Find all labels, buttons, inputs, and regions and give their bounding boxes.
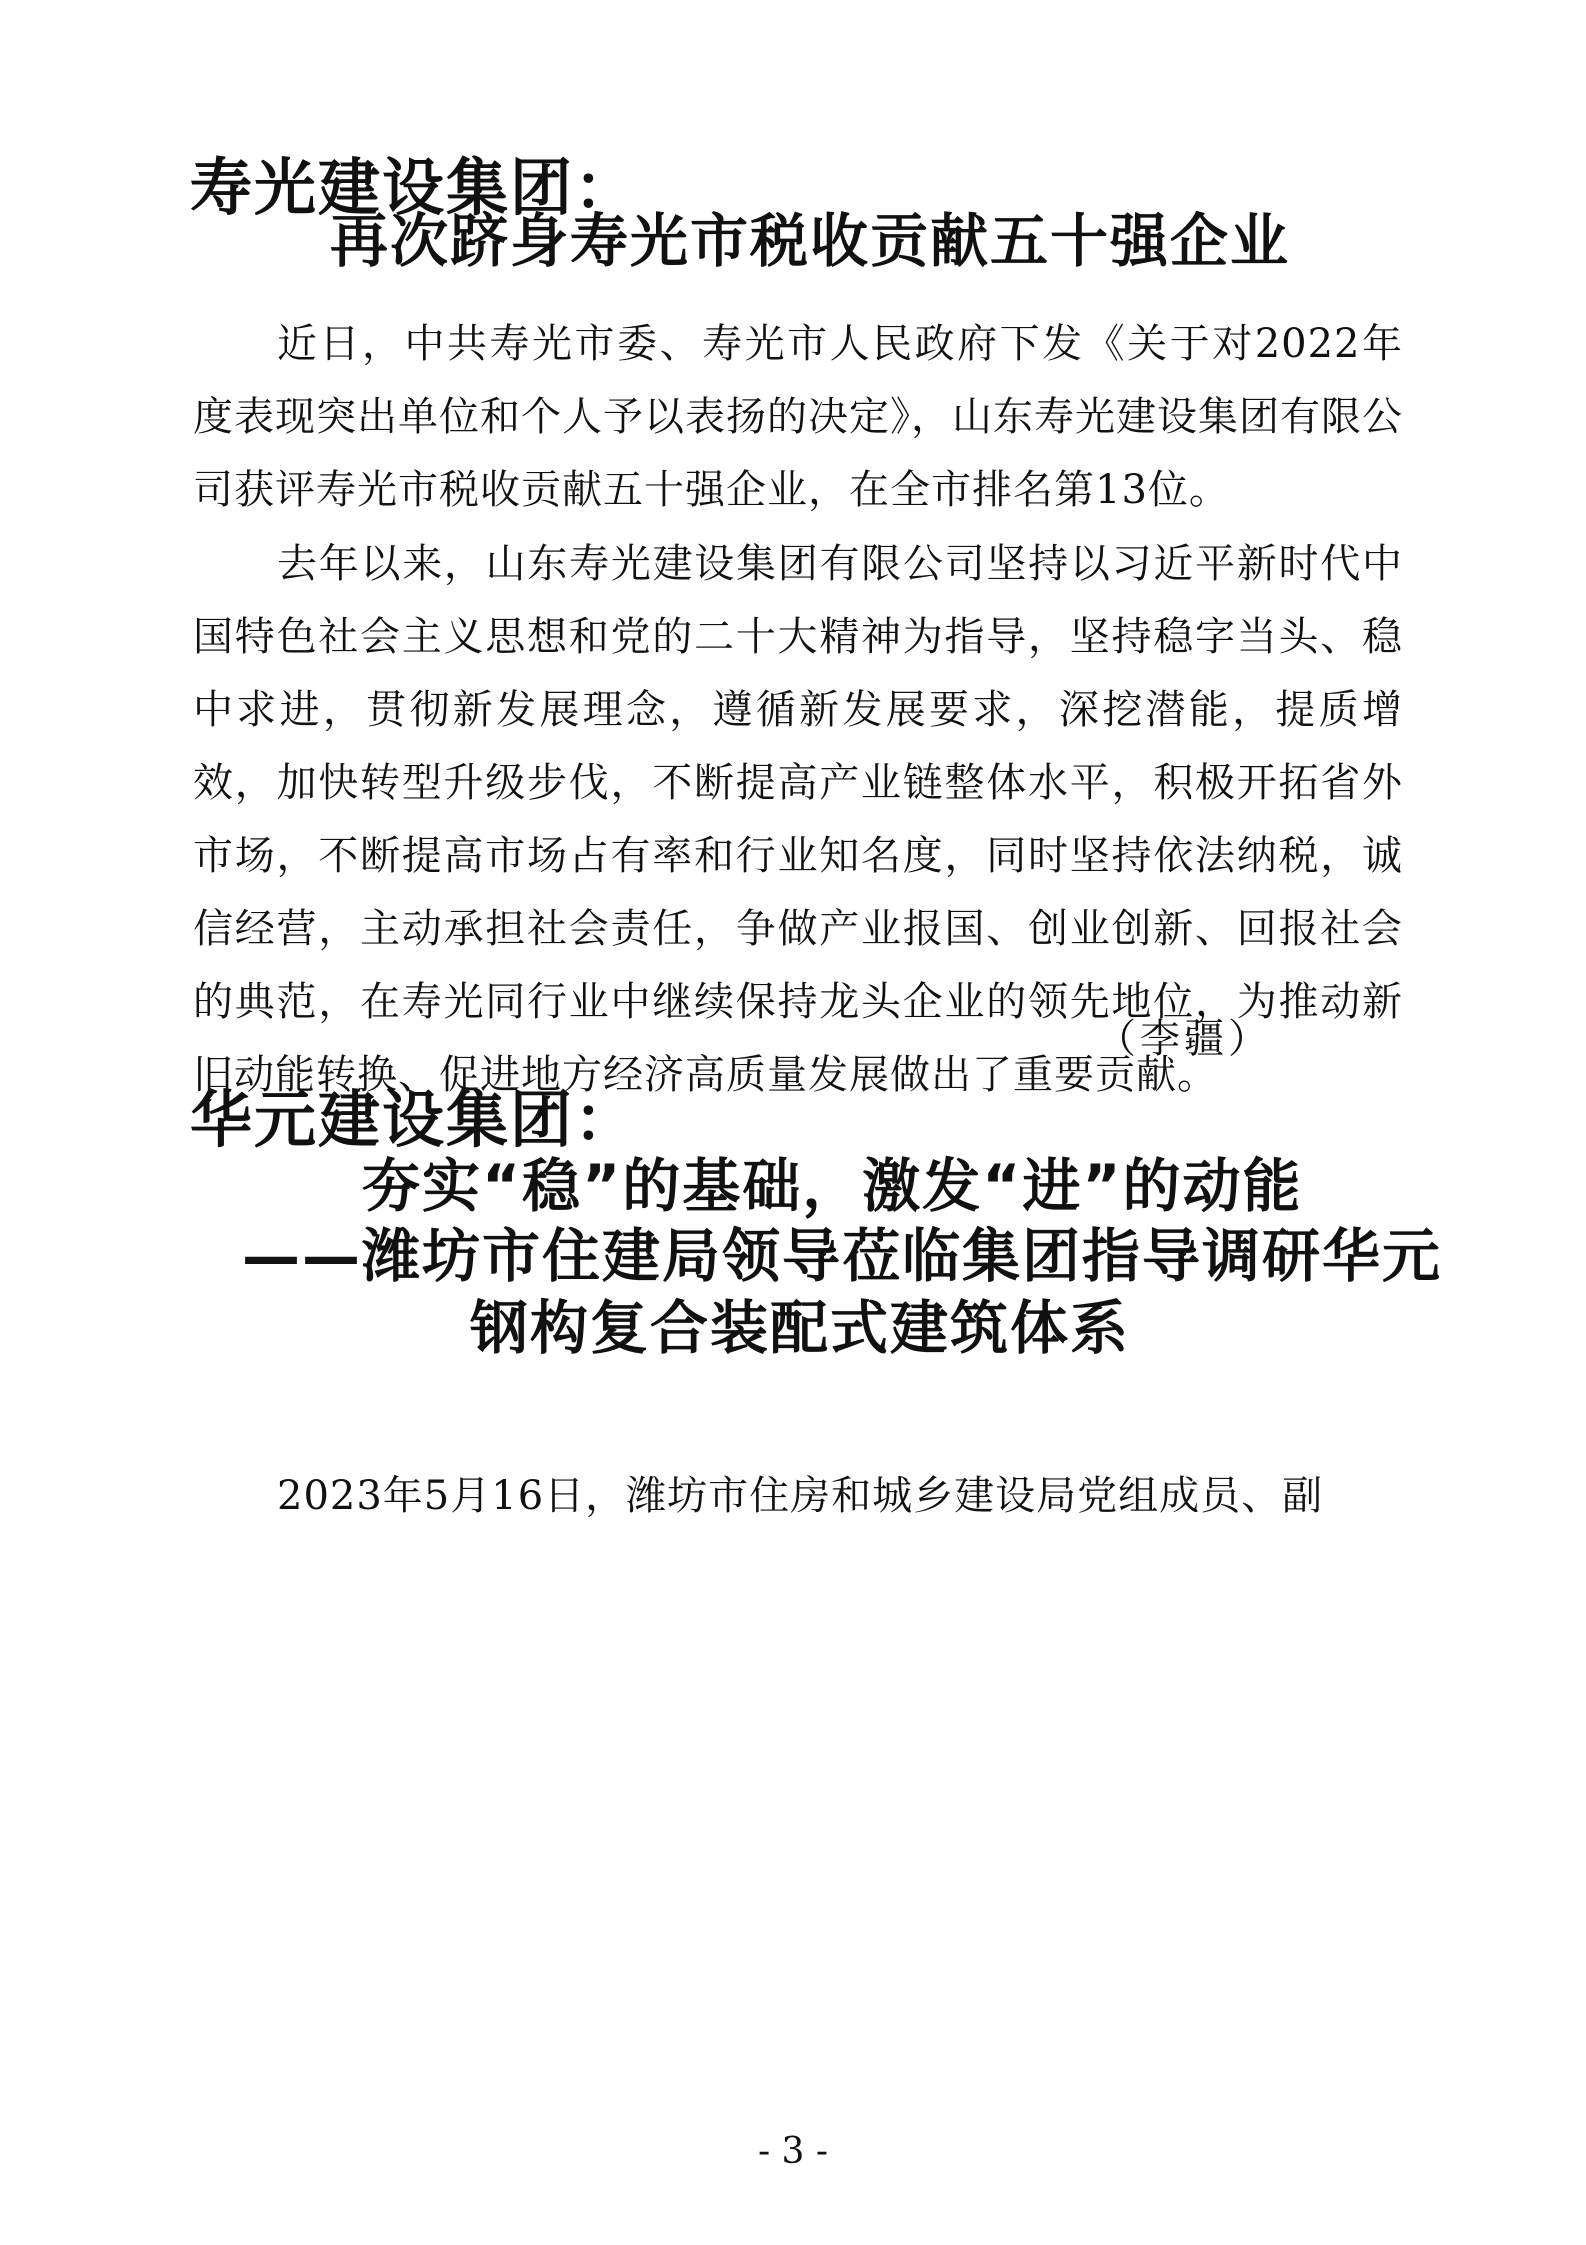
article1-author: （李疆） (1096, 1016, 1272, 1062)
article2-paragraph-1: 2023年5月16日，潍坊市住房和城乡建设局党组成员、副 (277, 1473, 1324, 1519)
article1-paragraph-2: 去年以来，山东寿光建设集团有限公司坚持以习近平新时代中国特色社会主义思想和党的二十大精神为指导，坚持稳字当头、稳中求进，贯彻新发展理念，遵循新发展要求，深挖潜能，提质增效，加快转型升级步伐，不断提高产业链整体水平，积极开拓省外市场，不断提高市场占有率和行业知名度，同时坚持依法纳税，诚信经营，主动承担社会责任，争做产业报国、创业创新、回报社会的典范，在寿光同行业中继续保持龙头企业的领先地位，为推动新旧动能转换、促进地方经济高质量发展做出了重要贡献。 (193, 541, 1403, 1098)
article2-title-line3: ——潍坊市住建局领导莅临集团指导调研华元 (242, 1222, 1443, 1290)
page-number: - 3 - (757, 2131, 829, 2172)
article1-title-line1: 寿光建设集团： (190, 151, 639, 224)
article2-title-line2: 夯实“稳”的基础，激发“进”的动能 (362, 1152, 1303, 1220)
article2-title-line4: 钢构复合装配式建筑体系 (470, 1294, 1131, 1362)
article2-title-line1: 华元建设集团： (190, 1083, 639, 1156)
article1-paragraph-1: 近日，中共寿光市委、寿光市人民政府下发《关于对2022年度表现突出单位和个人予以表扬的决定》，山东寿光建设集团有限公司获评寿光市税收贡献五十强企业，在全市排名第13位。 (193, 321, 1403, 513)
article1-title-line2: 再次跻身寿光市税收贡献五十强企业 (330, 207, 1291, 275)
